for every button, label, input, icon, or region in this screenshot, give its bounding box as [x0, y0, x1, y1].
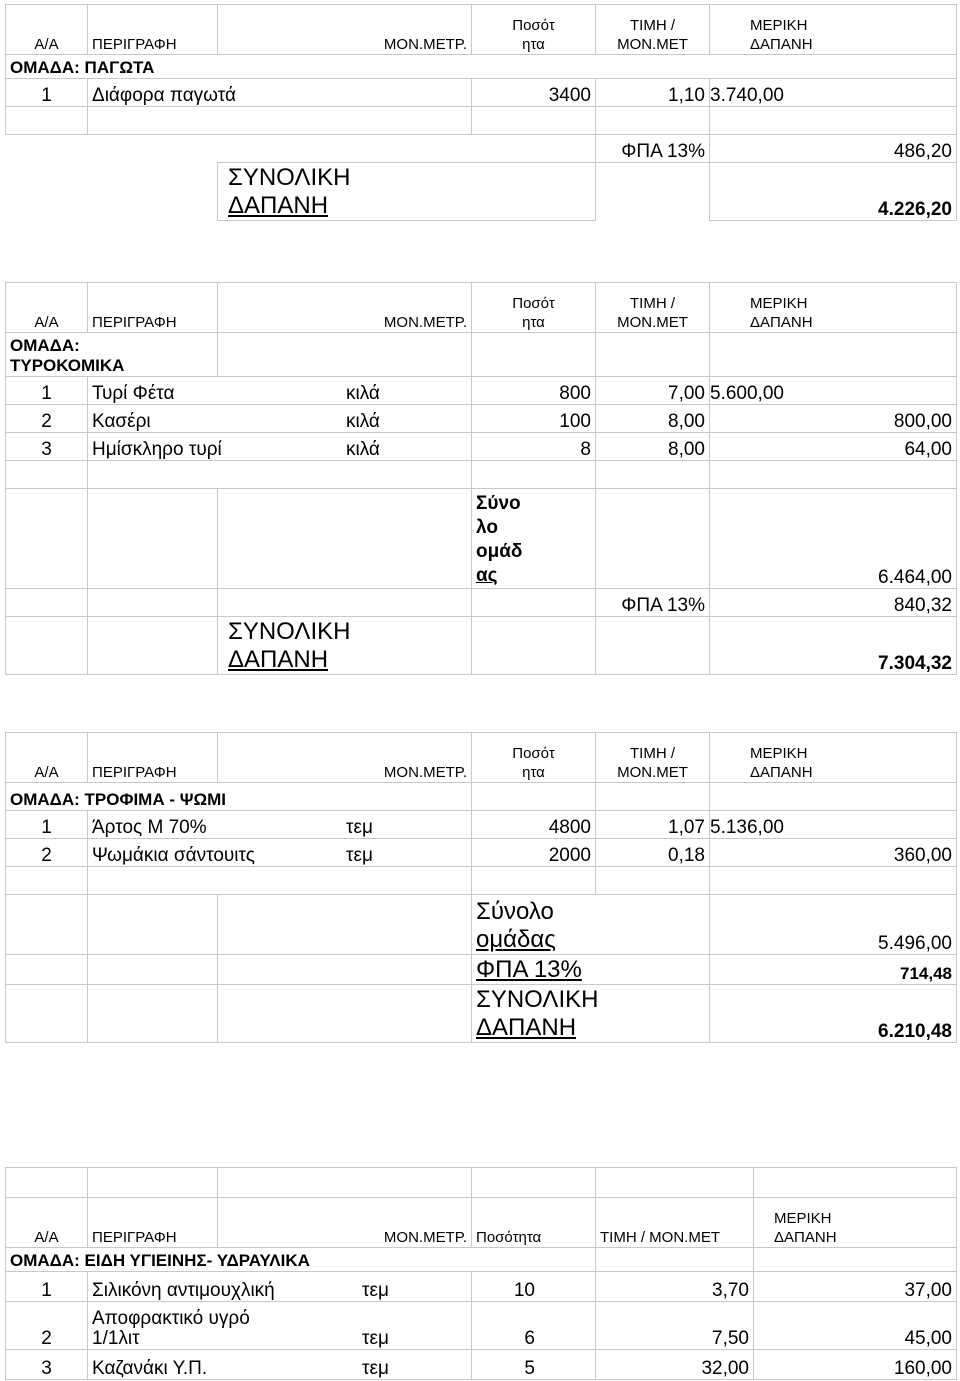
- table-row: 2 Ψωμάκια σάντουιτς τεμ 2000 0,18 360,00: [6, 839, 957, 867]
- table-row: 1 Διάφορα παγωτά 3400 1,10 3.740,00: [6, 79, 957, 107]
- grand-total-row: [6, 617, 957, 675]
- price-cell: 3,70: [596, 1272, 754, 1302]
- unit-label: τεμ: [346, 845, 373, 866]
- empty-top-row: [6, 1168, 957, 1198]
- group-title-row: [6, 1248, 957, 1272]
- total-cell: 37,00: [754, 1272, 957, 1302]
- col-mon-metr: ΜΟΝ.ΜΕΤΡ.: [218, 5, 472, 55]
- group-title: ΟΜΑΔΑ: ΠΑΓΩΤΑ: [6, 55, 957, 79]
- price-cell: 1,07: [596, 811, 710, 839]
- quantity-cell: 3400: [472, 79, 596, 107]
- grand-total-row: [6, 985, 957, 1043]
- group-title-row: [6, 55, 957, 79]
- col-timi: ΤΙΜΗ / ΜΟΝ.ΜΕΤ: [596, 5, 710, 55]
- unit-label: κιλά: [346, 411, 380, 432]
- header-row: [6, 5, 957, 55]
- row-number: 3: [6, 433, 88, 461]
- price-cell: 32,00: [596, 1350, 754, 1380]
- subtotal-label: Σύνο λο ομάδ ας: [472, 489, 596, 589]
- quantity-cell: 10: [472, 1272, 596, 1302]
- table-row: 3 Ημίσκληρο τυρί κιλά 8 8,00 64,00: [6, 433, 957, 461]
- quantity-cell: 6: [472, 1302, 596, 1350]
- table-row: 2 Αποφρακτικό υγρό 1/1λιτ τεμ 6 7,50 45,00: [6, 1302, 957, 1350]
- row-number: Α/Α: [6, 5, 88, 55]
- grand-total-label: ΣΥΝΟΛΙΚΗ ΔΑΠΑΝΗ: [218, 617, 472, 675]
- total-cell: 45,00: [754, 1302, 957, 1350]
- total-cell: 800,00: [710, 405, 957, 433]
- grand-total-label: ΣΥΝΟΛΙΚΗ ΔΑΠΑΝΗ: [472, 985, 710, 1043]
- row-number: 2: [6, 405, 88, 433]
- unit-label: κιλά: [346, 383, 380, 404]
- quantity-cell: 100: [472, 405, 596, 433]
- unit-label: τεμ: [362, 1358, 389, 1379]
- price-cell: 8,00: [596, 405, 710, 433]
- row-number: Α/Α: [6, 283, 88, 333]
- subtotal-row: [6, 895, 957, 955]
- row-number: 1: [6, 1272, 88, 1302]
- unit-label: τεμ: [346, 817, 373, 838]
- row-number: 2: [6, 839, 88, 867]
- quantity-cell: 4800: [472, 811, 596, 839]
- empty-row: [6, 867, 957, 895]
- header-row: Α/Α ΠΕΡΙΓΡΑΦΗ ΜΟΝ.ΜΕΤΡ. Ποσότ ητα ΤΙΜΗ / ΜΟΝ.ΜΕΤ ΜΕΡΙΚΗ ΔΑΠΑΝΗ: [6, 283, 957, 333]
- quantity-cell: 5: [472, 1350, 596, 1380]
- total-cell: 5.600,00: [710, 377, 957, 405]
- empty-row: [6, 461, 957, 489]
- group-title: ΟΜΑΔΑ: ΕΙΔΗ ΥΓΙΕΙΝΗΣ- ΥΔΡΑΥΛΙΚΑ: [6, 1248, 596, 1272]
- row-number: 1: [6, 377, 88, 405]
- vat-row: ΦΠΑ 13% 840,32: [6, 589, 957, 617]
- unit-label: τεμ: [362, 1328, 389, 1349]
- row-number: 1: [6, 811, 88, 839]
- table-row: 1 Σιλικόνη αντιμουχλική τεμ 10 3,70 37,00: [6, 1272, 957, 1302]
- price-cell: 7,00: [596, 377, 710, 405]
- grand-total-label: ΣΥΝΟΛΙΚΗ ΔΑΠΑΝΗ: [218, 163, 596, 221]
- price-cell: 1,10: [596, 79, 710, 107]
- unit-label: τεμ: [362, 1280, 389, 1301]
- total-cell: 360,00: [710, 839, 957, 867]
- group-title: ΟΜΑΔΑ: ΤΥΡΟΚΟΜΙΚΑ: [6, 333, 218, 377]
- grand-total-value: 4.226,20: [710, 163, 957, 221]
- total-cell: 5.136,00: [710, 811, 957, 839]
- row-number: 2: [6, 1302, 88, 1350]
- total-cell: 160,00: [754, 1350, 957, 1380]
- row-number: Α/Α: [6, 733, 88, 783]
- vat-value: 486,20: [710, 135, 957, 163]
- empty-row: [6, 107, 957, 135]
- col-posotita: Ποσότ ητα: [472, 5, 596, 55]
- quantity-cell: 2000: [472, 839, 596, 867]
- table-pagota: [5, 4, 957, 221]
- col-meriki: ΜΕΡΙΚΗ ΔΑΠΑΝΗ: [710, 5, 957, 55]
- header-row: Α/Α ΠΕΡΙΓΡΑΦΗ ΜΟΝ.ΜΕΤΡ. Ποσότ ητα ΤΙΜΗ / ΜΟΝ.ΜΕΤ ΜΕΡΙΚΗ ΔΑΠΑΝΗ: [6, 733, 957, 783]
- row-number: Α/Α: [6, 1198, 88, 1248]
- vat-label: ΦΠΑ 13%: [472, 955, 710, 985]
- subtotal-label: Σύνολο ομάδας: [472, 895, 710, 955]
- table-row: 3 Καζανάκι Υ.Π. τεμ 5 32,00 160,00: [6, 1350, 957, 1380]
- grand-total-value: 6.210,48: [710, 985, 957, 1043]
- price-cell: 7,50: [596, 1302, 754, 1350]
- vat-row: [6, 135, 957, 163]
- total-cell: 64,00: [710, 433, 957, 461]
- col-perigrafi: ΠΕΡΙΓΡΑΦΗ: [88, 5, 218, 55]
- vat-row: [6, 955, 957, 985]
- vat-label: ΦΠΑ 13%: [596, 135, 710, 163]
- table-eidi-ygieinis: [5, 1167, 957, 1380]
- quantity-cell: 8: [472, 433, 596, 461]
- table-trofima: [5, 732, 957, 1043]
- table-row: 1 Τυρί Φέτα κιλά 800 7,00 5.600,00: [6, 377, 957, 405]
- subtotal-row: [6, 489, 957, 589]
- group-title: ΟΜΑΔΑ: ΤΡΟΦΙΜΑ - ΨΩΜΙ: [6, 783, 472, 811]
- row-number: 1: [6, 79, 88, 107]
- header-row: Α/Α ΠΕΡΙΓΡΑΦΗ ΜΟΝ.ΜΕΤΡ. Ποσότητα ΤΙΜΗ / ΜΟΝ.ΜΕΤ ΜΕΡΙΚΗ ΔΑΠΑΝΗ: [6, 1198, 957, 1248]
- table-row: 2 Κασέρι κιλά 100 8,00 800,00: [6, 405, 957, 433]
- vat-value: 714,48: [710, 955, 957, 985]
- subtotal-value: 5.496,00: [710, 895, 957, 955]
- quantity-cell: 800: [472, 377, 596, 405]
- group-title-row: [6, 333, 957, 377]
- unit-label: κιλά: [346, 439, 380, 460]
- subtotal-value: 6.464,00: [710, 489, 957, 589]
- table-tyrokomika: [5, 282, 957, 675]
- grand-total-row: [6, 163, 957, 221]
- table-row: 1 Άρτος Μ 70% τεμ 4800 1,07 5.136,00: [6, 811, 957, 839]
- price-cell: 0,18: [596, 839, 710, 867]
- row-number: 3: [6, 1350, 88, 1380]
- price-cell: 8,00: [596, 433, 710, 461]
- total-cell: 3.740,00: [710, 85, 784, 106]
- group-title-row: [6, 783, 957, 811]
- grand-total-value: 7.304,32: [710, 617, 957, 675]
